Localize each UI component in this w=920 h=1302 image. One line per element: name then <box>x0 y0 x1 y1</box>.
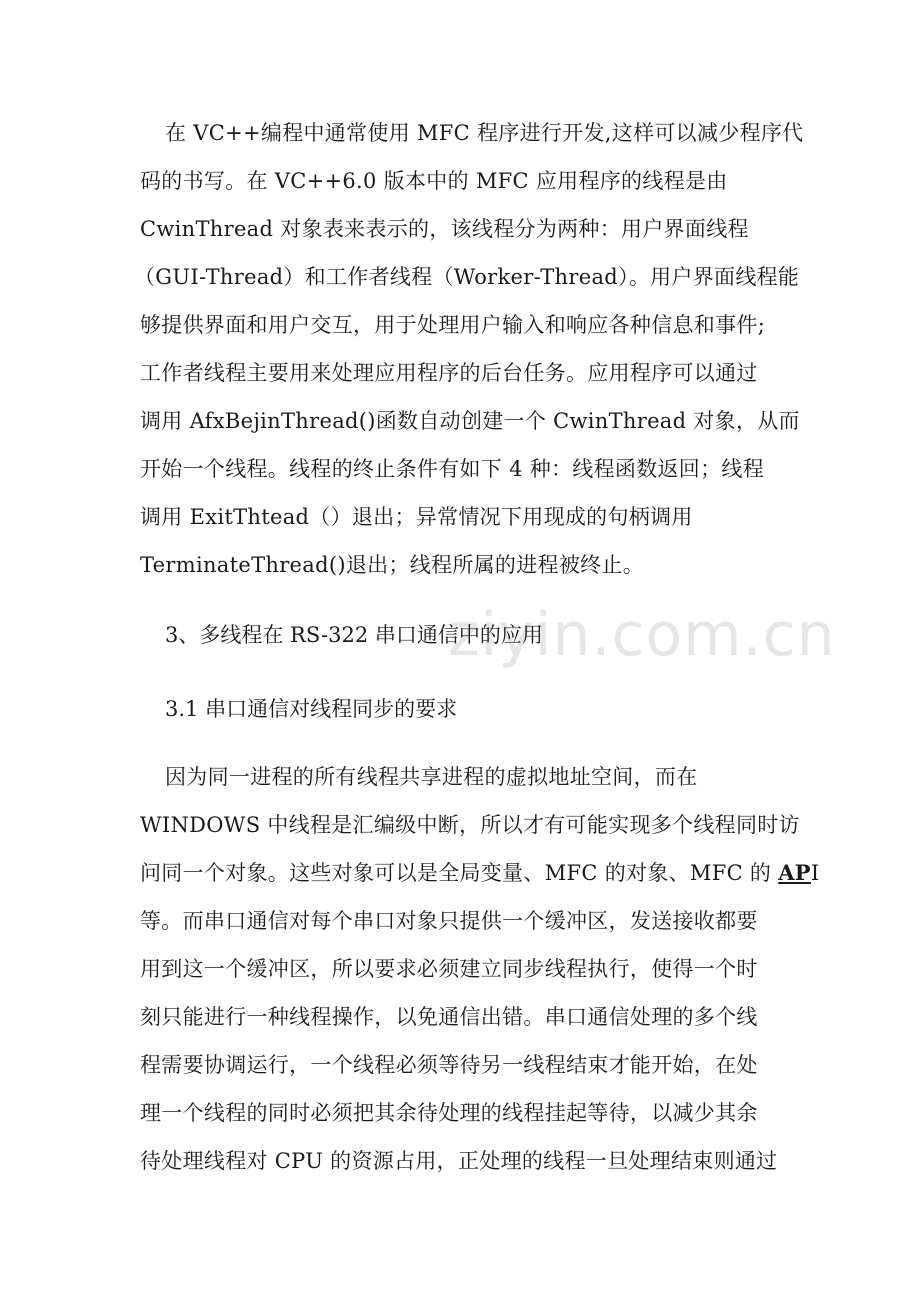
paragraph-1-line-6: 工作者线程主要用来处理应用程序的后台任务。应用程序可以通过 <box>140 361 758 385</box>
paragraph-1-line-1: 在 VC++编程中通常使用 MFC 程序进行开发,这样可以减少程序代 <box>165 121 804 145</box>
paragraph-1-line-7: 调用 AfxBejinThread()函数自动创建一个 CwinThread 对象，从而 <box>140 409 800 433</box>
paragraph-2-line-9: 待处理线程对 CPU 的资源占用，正处理的线程一旦处理结束则通过 <box>140 1149 778 1173</box>
api-link[interactable]: AP <box>778 860 811 885</box>
section-3-heading: 3、多线程在 RS-322 串口通信中的应用 <box>165 623 543 647</box>
paragraph-2-line-3-text: 问同一个对象。这些对象可以是全局变量、MFC 的对象、MFC 的 <box>140 861 779 885</box>
paragraph-2-line-3 <box>140 858 820 888</box>
paragraph-2-line-8: 理一个线程的同时必须把其余待处理的线程挂起等待，以减少其余 <box>140 1101 758 1125</box>
paragraph-2-line-2: WINDOWS 中线程是汇编级中断，所以才有可能实现多个线程同时访 <box>140 813 800 837</box>
paragraph-1-line-2: 码的书写。在 VC++6.0 版本中的 MFC 应用程序的线程是由 <box>140 169 728 193</box>
paragraph-2-line-6: 刻只能进行一种线程操作，以免通信出错。串口通信处理的多个线 <box>140 1005 758 1029</box>
watermark: ziyin.com.cn <box>448 600 836 670</box>
paragraph-1-line-9: 调用 ExitThtead（）退出；异常情况下用现成的句柄调用 <box>140 505 693 529</box>
paragraph-1-line-10: TerminateThread()退出；线程所属的进程被终止。 <box>140 553 645 577</box>
section-3-1-heading: 3.1 串口通信对线程同步的要求 <box>165 697 458 721</box>
paragraph-1-line-8: 开始一个线程。线程的终止条件有如下 4 种：线程函数返回；线程 <box>140 457 765 481</box>
paragraph-2-line-5: 用到这一个缓冲区，所以要求必须建立同步线程执行，使得一个时 <box>140 957 758 981</box>
paragraph-1-line-3: CwinThread 对象表来表示的，该线程分为两种：用户界面线程 <box>140 217 749 241</box>
paragraph-2-line-7: 程需要协调运行，一个线程必须等待另一线程结束才能开始，在处 <box>140 1053 758 1077</box>
paragraph-2-line-4: 等。而串口通信对每个串口对象只提供一个缓冲区，发送接收都要 <box>140 909 758 933</box>
paragraph-1-line-5: 够提供界面和用户交互，用于处理用户输入和响应各种信息和事件; <box>140 313 766 337</box>
paragraph-2-line-3-tail: I <box>810 861 820 885</box>
paragraph-1-line-4: （GUI-Thread）和工作者线程（Worker-Thread）。用户界面线程能 <box>134 265 800 289</box>
paragraph-2-line-1: 因为同一进程的所有线程共享进程的虚拟地址空间，而在 <box>165 765 698 789</box>
